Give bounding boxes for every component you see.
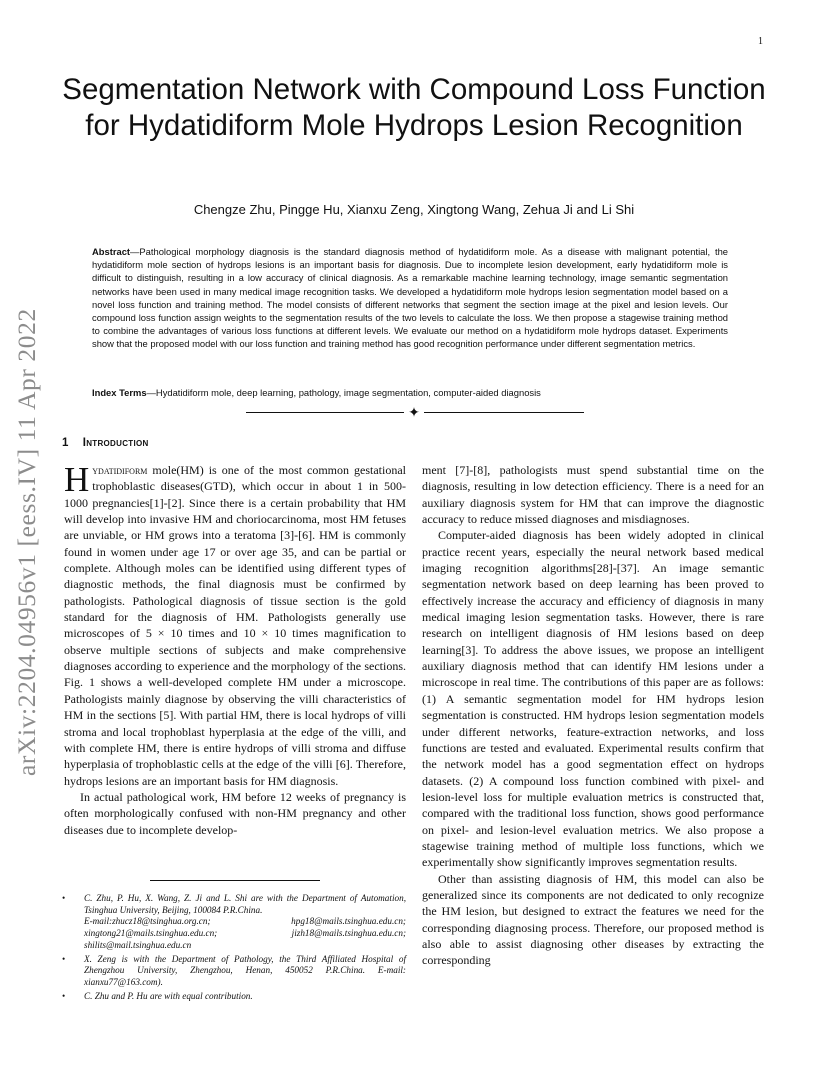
intro-paragraph-3: Computer-aided diagnosis has been widely adopted in clinical practice recent years, especially the neural network based medical imaging recognition algorithms[28]-[37]. An image semantic segmentation network based on deep learning has been proved to effectively increase the accuracy and efficiency of diagnosis in many medical imaging lesion segmentation tasks. However, there is rare research on intelligent diagnosis of HM lesions based on deep learning[3]. To address the above issues, we propose an intelligent auxiliary diagnosis method that can identify HM lesions under a microscope in real time. The contributions of this paper are as follows: (1) A semantic segmentation model for HM hydrops lesion segmentation is constructed. HM hydrops lesion segmentation models under different networks, feature-extraction networks, and loss functions are tested and evaluated. Experimental results confirm that the network model has a good segmentation effect on hydrops datasets. (2) A compound loss function combined with pixel- and lesion-level loss for multiple evaluation metrics is constructed that, compared with the traditional loss function, shows good performance on pixel- and lesion-level evaluation metrics. We also propose a stagewise training method of multiple loss functions, which we experimentally show significantly improves segmentation results. <box>422 528 764 870</box>
drop-cap-lead-word: ydatidiform <box>92 463 148 477</box>
intro-paragraph-continued: ment [7]-[8], pathologists must spend substantial time on the diagnosis, resulting in low detection efficiency. There is a need for an auxiliary diagnosis system for HM that can improve the diagnostic accuracy to reduce missed diagnoses and misdiagnoses. <box>422 463 764 527</box>
footnote-affiliation-zhengzhou <box>62 954 406 989</box>
paper-title: Segmentation Network with Compound Loss Function for Hydatidiform Mole Hydrops Lesion Recognition <box>62 73 766 142</box>
right-column <box>422 462 764 969</box>
intro-paragraph-1 <box>64 462 406 789</box>
footnote-text: X. Zeng is with the Department of Pathology, the Third Affiliated Hospital of Zhengzhou University, Zhengzhou, Henan, 450052 P.R.China. E-mail: xianxu77@163.com). <box>84 953 406 987</box>
index-terms-label: Index Terms <box>92 387 147 398</box>
footnote-text: C. Zhu and P. Hu are with equal contribution. <box>84 990 253 1001</box>
abstract-text: —Pathological morphology diagnosis is the standard diagnosis method of hydatidiform mole. As a disease with malignant potential, the hydatidiform mole section of hydrops lesions is an important basis for diagnosis. Due to incomplete lesion development, early hydatidiform mole is difficult to distinguish, resulting in a low accuracy of clinical diagnosis. As a remarkable machine learning technology, image semantic segmentation networks have been used in many medical image recognition tasks. We developed a hydatidiform mole hydrops lesion segmentation model based on a novel loss function and training method. The model consists of different networks that segment the section image at the pixel and lesion levels. Our compound loss function assign weights to the segmentation results of the two levels to calculate the loss. We then propose a stagewise training method to combine the advantages of various loss functions at different levels. We evaluate our method on a hydatidiform mole hydrops dataset. Experiments show that the proposed model with our loss function and training method has good recognition performance under different segmentation metrics. <box>92 246 728 350</box>
section-number: 1 <box>62 437 69 449</box>
bullet-icon: • <box>62 953 66 964</box>
divider-diamond-icon: ✦ <box>404 403 424 423</box>
section-title: Introduction <box>82 437 149 449</box>
bullet-icon: • <box>62 990 66 1001</box>
left-column <box>64 462 406 838</box>
footnote-equal-contribution <box>62 991 406 1003</box>
abstract <box>92 245 728 351</box>
intro-paragraph-4: Other than assisting diagnosis of HM, this model can also be generalized since its components are not dedicated to only recognize the HM lesion, but designed to extract the features we need for the corresponding diagnosing process. Therefore, our proposed method is also able to assist diagnosing other diseases by extracting the corresponding <box>422 871 764 968</box>
footnote-affiliation-tsinghua <box>62 893 406 952</box>
page-number: 1 <box>758 36 763 47</box>
index-terms-text: —Hydatidiform mole, deep learning, pathology, image segmentation, computer-aided diagnosis <box>146 387 541 398</box>
author-list: Chengze Zhu, Pingge Hu, Xianxu Zeng, Xingtong Wang, Zehua Ji and Li Shi <box>193 202 635 217</box>
index-terms <box>92 386 728 399</box>
abstract-label: Abstract <box>92 246 131 257</box>
bullet-icon: • <box>62 893 66 903</box>
section-heading <box>62 437 149 449</box>
intro-paragraph-2: In actual pathological work, HM before 12 weeks of pregnancy is often morphologically confused with non-HM pregnancy and other diseases due to incomplete develop- <box>64 789 406 837</box>
drop-cap: H <box>64 460 90 499</box>
arxiv-identifier-stamp[interactable]: arXiv:2204.04956v1 [eess.IV] 11 Apr 2022 <box>12 308 41 776</box>
footnote-rule <box>150 880 320 881</box>
footnote-email: shilits@mail.tsinghua.edu.cn <box>84 939 192 950</box>
footnote-text: C. Zhu, P. Hu, X. Wang, Z. Ji and L. Shi are with the Department of Automation, Tsinghua University, Beijing, 100084 P.R.China. <box>84 893 406 915</box>
footnote-email: hpg18@mails.tsinghua.edu.cn; <box>291 916 406 927</box>
footnote-email: jizh18@mails.tsinghua.edu.cn; <box>291 928 406 939</box>
footnote-email: E-mail:zhucz18@tsinghua.org.cn; <box>84 916 211 927</box>
footnote-email: xingtong21@mails.tsinghua.edu.cn; <box>84 928 218 939</box>
footnotes <box>62 893 406 1004</box>
intro-paragraph-1-text: mole(HM) is one of the most common gestational trophoblastic diseases(GTD), which occur in about 1 in 500-1000 pregnancies[1]-[2]. Since there is a certain probability that HM will develop into invasive HM and choriocarcinoma, most HM fetuses are unviable, or HM grows into a teratoma [3]-[6]. HM is commonly found in women under age 17 or over age 35, and can be partial or complete. Although moles can be identified using different types of diagnostic methods, the final diagnosis must be confirmed by pathologists. Pathological diagnosis of tissue section is the gold standard for the diagnosis of HM. Pathologists generally use microscopes of 5 × 10 times and 10 × 10 times magnification to observe multiple sections of subjects and make comprehensive diagnoses according to experience and the morphology of the sections. Fig. 1 shows a well-developed complete HM under a microscope. Pathologists mainly diagnose by observing the villi characteristics of HM in the sections [5]. With partial HM, there is local hydrops of villi stroma and local trophoblast hyperplasia at the edge of the villi, and with complete HM, there is entire hydrops of villi stroma and diffuse hyperplasia of trophoblastic cells at the edge of the villi [6]. Therefore, hydrops lesions are an important basis for HM diagnosis. <box>64 463 406 788</box>
